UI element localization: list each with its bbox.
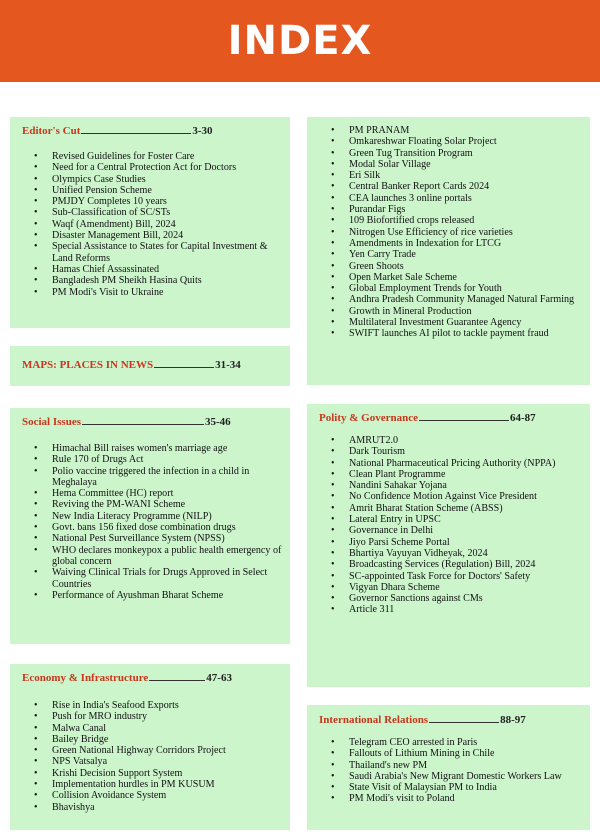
leader-line bbox=[82, 423, 204, 425]
list-item: • Governance in Delhi bbox=[319, 525, 585, 536]
page-range: 88-97 bbox=[500, 714, 526, 726]
section-title: Economy & Infrastructure bbox=[22, 672, 149, 684]
social-issues-box bbox=[10, 408, 290, 644]
section-title: International Relations bbox=[319, 714, 429, 726]
list-item: • Dark Tourism bbox=[319, 446, 585, 457]
list-item: • Nandini Sahakar Yojana bbox=[319, 480, 585, 491]
section-title: MAPS: PLACES IN NEWS bbox=[22, 359, 154, 371]
page-range: 64-87 bbox=[509, 412, 536, 424]
index-banner bbox=[0, 0, 600, 82]
list-item: • Green Tug Transition Program bbox=[319, 148, 585, 159]
editors-cut-header bbox=[22, 125, 213, 137]
polity-list bbox=[319, 435, 585, 616]
list-item: • Central Banker Report Cards 2024 bbox=[319, 181, 585, 192]
list-item: • Reviving the PM-WANI Scheme bbox=[22, 499, 284, 510]
list-item: • Bailey Bridge bbox=[22, 734, 284, 745]
leader-line bbox=[429, 721, 499, 723]
maps-box bbox=[10, 346, 290, 386]
list-item: • Governor Sanctions against CMs bbox=[319, 593, 585, 604]
list-item: • Article 311 bbox=[319, 604, 585, 615]
maps-header bbox=[22, 359, 241, 371]
list-item: • Modal Solar Village bbox=[319, 159, 585, 170]
list-item: • SC-appointed Task Force for Doctors' Safety bbox=[319, 571, 585, 582]
list-item: • Saudi Arabia's New Migrant Domestic Workers Law bbox=[319, 771, 585, 782]
list-item: • Amendments in Indexation for LTCG bbox=[319, 238, 585, 249]
editors-cut-box bbox=[10, 117, 290, 328]
list-item: • Hamas Chief Assassinated bbox=[22, 264, 282, 275]
editors-cut-list bbox=[22, 151, 282, 298]
list-item: • Green National Highway Corridors Project bbox=[22, 745, 284, 756]
list-item: • Waqf (Amendment) Bill, 2024 bbox=[22, 219, 282, 230]
list-item: • No Confidence Motion Against Vice President bbox=[319, 491, 585, 502]
economy-box bbox=[10, 664, 290, 830]
list-item: • State Visit of Malaysian PM to India bbox=[319, 782, 585, 793]
list-item: • Bhavishya bbox=[22, 802, 284, 813]
list-item: • Telegram CEO arrested in Paris bbox=[319, 737, 585, 748]
list-item: • Amrit Bharat Station Scheme (ABSS) bbox=[319, 503, 585, 514]
polity-box bbox=[307, 404, 590, 687]
list-item: • Disaster Management Bill, 2024 bbox=[22, 230, 282, 241]
list-item: • New India Literacy Programme (NILP) bbox=[22, 511, 284, 522]
list-item: • Vigyan Dhara Scheme bbox=[319, 582, 585, 593]
list-item: • Push for MRO industry bbox=[22, 711, 284, 722]
page-range: 35-46 bbox=[205, 416, 231, 428]
economy-list bbox=[22, 700, 284, 813]
section-title: Polity & Governance bbox=[319, 412, 418, 424]
economy-continued-list bbox=[319, 125, 585, 340]
polity-header bbox=[319, 412, 536, 424]
list-item: • Open Market Sale Scheme bbox=[319, 272, 585, 283]
list-item: • Clean Plant Programme bbox=[319, 469, 585, 480]
list-item: • Govt. bans 156 fixed dose combination drugs bbox=[22, 522, 284, 533]
page-range: 3-30 bbox=[192, 125, 213, 137]
list-item: • Need for a Central Protection Act for Doctors bbox=[22, 162, 282, 173]
list-item: • Waiving Clinical Trials for Drugs Approved in Select Countries bbox=[22, 567, 284, 590]
list-item: • PM PRANAM bbox=[319, 125, 585, 136]
list-item: • NPS Vatsalya bbox=[22, 756, 284, 767]
economy-continued-box bbox=[307, 117, 590, 385]
list-item: • 109 Biofortified crops released bbox=[319, 215, 585, 226]
list-item: • Olympics Case Studies bbox=[22, 174, 282, 185]
leader-line bbox=[154, 366, 214, 368]
list-item: • Nitrogen Use Efficiency of rice varieties bbox=[319, 227, 585, 238]
list-item: • Himachal Bill raises women's marriage age bbox=[22, 443, 284, 454]
social-issues-header bbox=[22, 416, 231, 428]
economy-header bbox=[22, 672, 232, 684]
list-item: • PM Modi's Visit to Ukraine bbox=[22, 287, 282, 298]
leader-line bbox=[149, 679, 205, 681]
list-item: • National Pest Surveillance System (NPSS) bbox=[22, 533, 284, 544]
international-list bbox=[319, 737, 585, 805]
list-item: • WHO declares monkeypox a public health emergency of global concern bbox=[22, 545, 284, 568]
list-item: • SWIFT launches AI pilot to tackle payment fraud bbox=[319, 328, 585, 339]
list-item: • Collision Avoidance System bbox=[22, 790, 284, 801]
list-item: • PM Modi's visit to Poland bbox=[319, 793, 585, 804]
page-range: 47-63 bbox=[206, 672, 232, 684]
section-title: Editor's Cut bbox=[22, 125, 81, 137]
list-item: • Jiyo Parsi Scheme Portal bbox=[319, 537, 585, 548]
list-item: • PMJDY Completes 10 years bbox=[22, 196, 282, 207]
list-item: • Growth in Mineral Production bbox=[319, 306, 585, 317]
list-item: • Implementation hurdles in PM KUSUM bbox=[22, 779, 284, 790]
list-item: • Lateral Entry in UPSC bbox=[319, 514, 585, 525]
index-title: INDEX bbox=[227, 18, 373, 64]
section-title: Social Issues bbox=[22, 416, 81, 428]
list-item: • Polio vaccine triggered the infection in a child in Meghalaya bbox=[22, 466, 284, 489]
page-range: 31-34 bbox=[215, 359, 241, 371]
list-item: • Special Assistance to States for Capital Investment & Land Reforms bbox=[22, 241, 282, 264]
list-item: • Unified Pension Scheme bbox=[22, 185, 282, 196]
list-item: • Purandar Figs bbox=[319, 204, 585, 215]
list-item: • Eri Silk bbox=[319, 170, 585, 181]
leader-line bbox=[81, 132, 191, 134]
list-item: • Krishi Decision Support System bbox=[22, 768, 284, 779]
list-item: • Hema Committee (HC) report bbox=[22, 488, 284, 499]
list-item: • Sub-Classification of SC/STs bbox=[22, 207, 282, 218]
list-item: • Bangladesh PM Sheikh Hasina Quits bbox=[22, 275, 282, 286]
list-item: • Multilateral Investment Guarantee Agency bbox=[319, 317, 585, 328]
list-item: • Rise in India's Seafood Exports bbox=[22, 700, 284, 711]
international-box bbox=[307, 705, 590, 830]
social-issues-list bbox=[22, 443, 284, 601]
list-item: • Thailand's new PM bbox=[319, 760, 585, 771]
list-item: • CEA launches 3 online portals bbox=[319, 193, 585, 204]
list-item: • AMRUT2.0 bbox=[319, 435, 585, 446]
list-item: • Omkareshwar Floating Solar Project bbox=[319, 136, 585, 147]
list-item: • Malwa Canal bbox=[22, 723, 284, 734]
list-item: • Bhartiya Vayuyan Vidheyak, 2024 bbox=[319, 548, 585, 559]
list-item: • Global Employment Trends for Youth bbox=[319, 283, 585, 294]
list-item: • Broadcasting Services (Regulation) Bill, 2024 bbox=[319, 559, 585, 570]
list-item: • National Pharmaceutical Pricing Authority (NPPA) bbox=[319, 458, 585, 469]
list-item: • Green Shoots bbox=[319, 261, 585, 272]
list-item: • Rule 170 of Drugs Act bbox=[22, 454, 284, 465]
list-item: • Fallouts of Lithium Mining in Chile bbox=[319, 748, 585, 759]
leader-line bbox=[419, 419, 509, 421]
list-item: • Andhra Pradesh Community Managed Natural Farming bbox=[319, 294, 585, 305]
list-item: • Performance of Ayushman Bharat Scheme bbox=[22, 590, 284, 601]
international-header bbox=[319, 714, 526, 726]
list-item: • Yen Carry Trade bbox=[319, 249, 585, 260]
list-item: • Revised Guidelines for Foster Care bbox=[22, 151, 282, 162]
